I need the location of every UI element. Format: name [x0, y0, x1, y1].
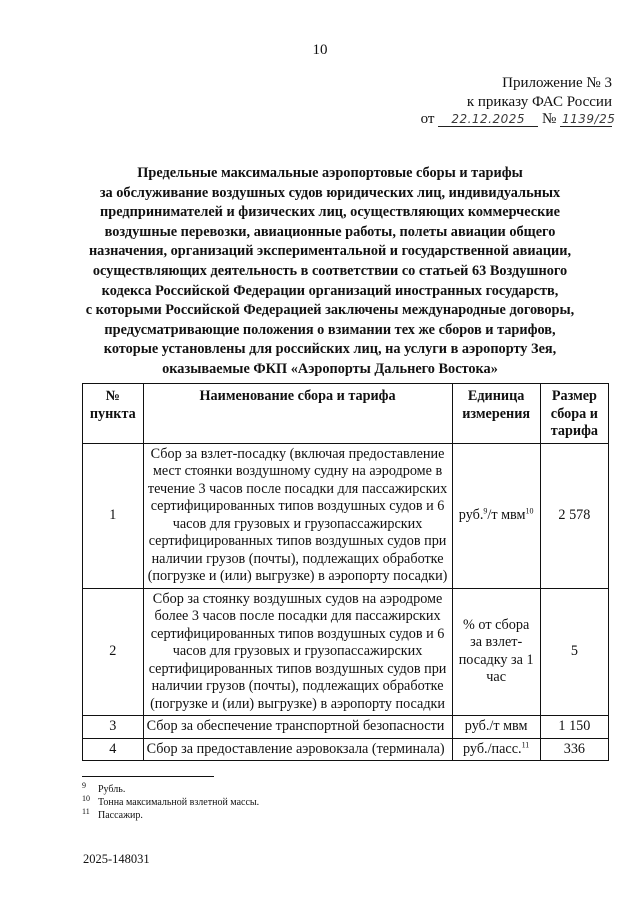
- footnote-text: Тонна максимальной взлетной массы.: [98, 797, 260, 808]
- header-unit: Единица измерения: [452, 384, 540, 444]
- row-name: Сбор за обеспечение транспортной безопасности: [143, 716, 452, 739]
- table-row: [83, 738, 609, 761]
- footnote: $^{10}$ Тонна максимальной взлетной массы.: [82, 793, 260, 808]
- header-name: Наименование сбора и тарифа: [143, 384, 452, 444]
- row-number: 4: [83, 738, 144, 761]
- title-line: с которыми Российской Федерацией заключены международные договоры,: [85, 302, 575, 319]
- title-line: кодекса Российской Федерации организаций иностранных государств,: [101, 282, 559, 299]
- table-row: [83, 716, 609, 739]
- unit-text: /т мвм: [487, 506, 526, 523]
- row-unit: [452, 738, 540, 761]
- title-line: предпринимателей и физических лиц, осуществляющих коммерческие: [100, 204, 560, 221]
- title-line: которые установлены для российских лиц, на услуги в аэропорту Зея,: [103, 341, 557, 358]
- footnote-text: Пассажир.: [98, 810, 143, 821]
- footnote-divider: [82, 776, 214, 777]
- row-number: 1: [83, 443, 144, 588]
- header-number: № пункта: [83, 384, 144, 444]
- row-name: Сбор за взлет-посадку (включая предоставление мест стоянки воздушному судну на аэродроме в течение 3 часов после посадки для пассажирских сертифицированных типов воздушных судов и 6 часов для грузовых и грузопассажирских сертифицированных типов воздушных судов при наличии грузов (почты), подлежащих обработке (погрузке и (или) выгрузке) в аэропорту посадки): [143, 443, 452, 588]
- footnote: $^9$ Рубль.: [82, 780, 126, 795]
- title-line: назначения, организаций экспериментальной и государственной авиации,: [88, 243, 572, 260]
- number-label: №: [541, 111, 557, 127]
- footnote-ref: 9: [483, 506, 488, 516]
- appendix-title: Приложение № 3: [502, 75, 612, 91]
- from-label: от: [420, 111, 435, 127]
- row-value: 1 150: [540, 716, 608, 739]
- row-value: 336: [540, 738, 608, 761]
- footnotes: [82, 780, 260, 822]
- row-unit: [452, 443, 540, 588]
- table-row: [83, 443, 609, 588]
- order-date-number: [420, 111, 616, 128]
- row-number: 2: [83, 588, 144, 716]
- title-line: осуществляющих деятельность в соответствии со статьей 63 Воздушного: [92, 262, 568, 279]
- unit-text: руб.: [458, 506, 484, 523]
- footnote: $^{11}$ Пассажир.: [82, 806, 143, 821]
- title-line: Предельные максимальные аэропортовые сборы и тарифы: [137, 165, 523, 181]
- header-value: Размер сбора и тарифа: [540, 384, 608, 444]
- row-name: Сбор за стоянку воздушных судов на аэродроме более 3 часов после посадки для пассажирских сертифицированных типов воздушных судов и 6 часов для грузовых и грузопассажирских сертифицированных типов воздушных судов при наличии грузов (почты), подлежащих обработке (погрузке и (или) выгрузке) в аэропорту посадки: [143, 588, 452, 716]
- table-header-row: [83, 384, 609, 444]
- row-value: 2 578: [540, 443, 608, 588]
- row-value: 5: [540, 588, 608, 716]
- footnote-ref: 10: [525, 506, 534, 516]
- title-line: оказываемые ФКП «Аэропорты Дальнего Востока»: [162, 360, 498, 377]
- footnote-ref: 11: [521, 739, 530, 749]
- fees-table: [82, 383, 609, 761]
- appendix-order-ref: к приказу ФАС России: [466, 94, 612, 110]
- row-name: Сбор за предоставление аэровокзала (терминала): [143, 738, 452, 761]
- unit-text: руб./пасс.: [463, 740, 522, 757]
- appendix-header: [467, 74, 612, 112]
- row-unit: руб./т мвм: [452, 716, 540, 739]
- handwritten-date: 22.12.2025: [438, 112, 538, 127]
- handwritten-number: 1139/25: [562, 112, 616, 126]
- document-title: [60, 164, 600, 380]
- title-line: предусматривающие положения о взимании тех же сборов и тарифов,: [104, 321, 556, 338]
- row-unit: % от сбора за взлет-посадку за 1 час: [452, 588, 540, 716]
- table-row: [83, 588, 609, 716]
- title-line: за обслуживание воздушных судов юридических лиц, индивидуальных: [99, 184, 561, 201]
- row-number: 3: [83, 716, 144, 739]
- title-line: воздушные перевозки, авиационные работы, полеты авиации общего: [104, 223, 556, 240]
- document-number: 2025-148031: [83, 852, 150, 866]
- footnote-text: Рубль.: [98, 784, 126, 795]
- page-number: 10: [312, 42, 328, 58]
